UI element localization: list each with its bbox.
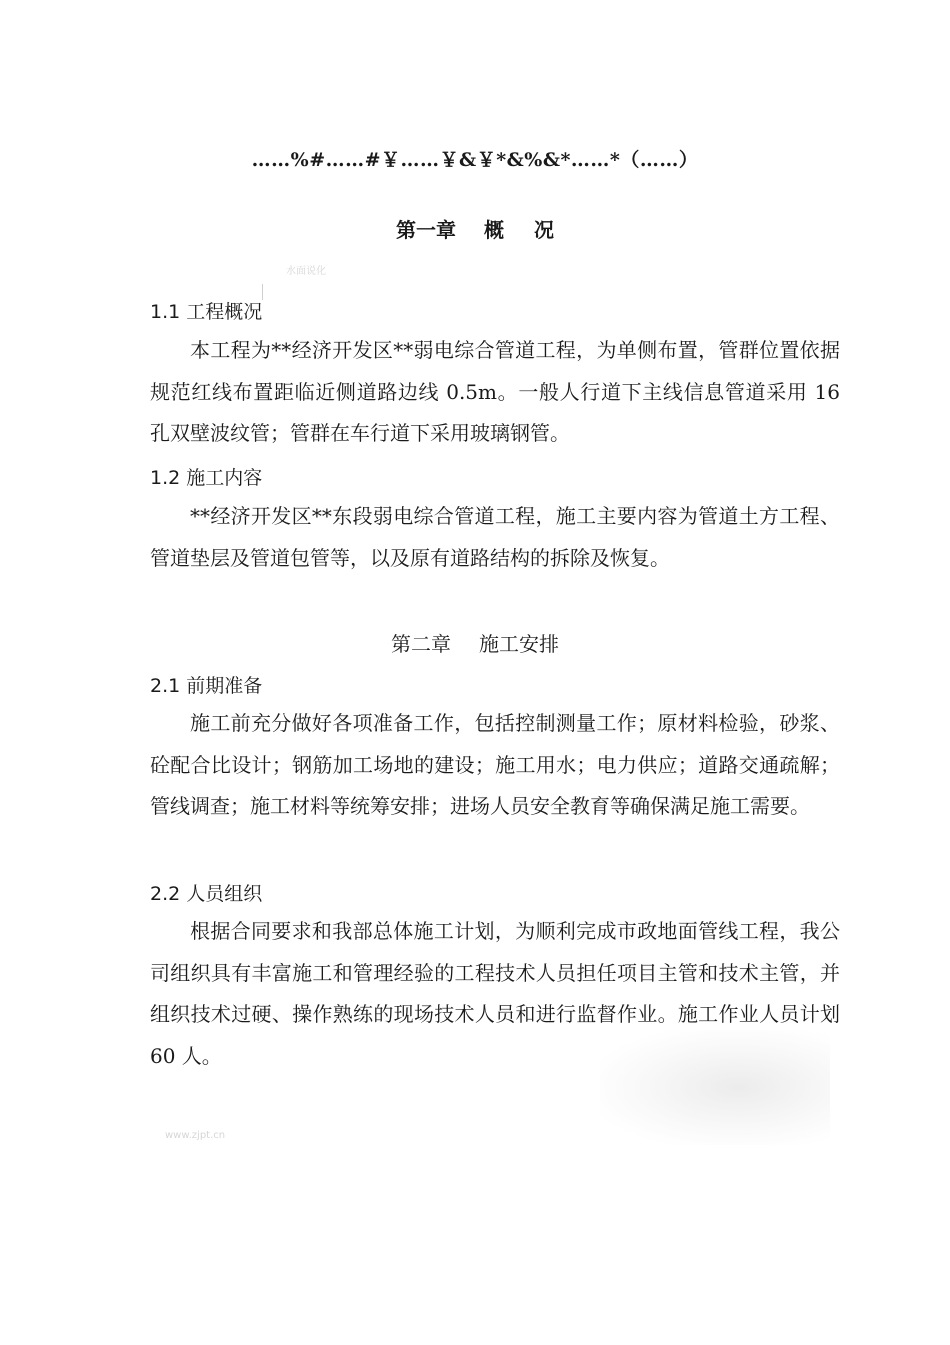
chapter-2-label: 第二章	[391, 632, 451, 656]
section-1-1-text: 本工程为**经济开发区**弱电综合管道工程，为单侧布置，管群位置依据规范红线布置距临近侧道路边线 0.5m。一般人行道下主线信息管道采用 16 孔双壁波纹管；管群在车行道下采用玻璃钢管。	[150, 338, 840, 445]
section-2-1-heading: 2.1 前期准备	[150, 675, 263, 697]
section-1-2-text: **经济开发区**东段弱电综合管道工程，施工主要内容为管道土方工程、管道垫层及管道包管等，以及原有道路结构的拆除及恢复。	[150, 504, 840, 570]
faint-watermark-top: 水面说化	[286, 266, 326, 277]
section-1-1-heading: 1.1 工程概况	[150, 301, 263, 323]
section-2-1-text: 施工前充分做好各项准备工作，包括控制测量工作；原材料检验，砂浆、砼配合比设计；钢筋加工场地的建设；施工用水；电力供应；道路交通疏解；管线调查；施工材料等统筹安排；进场人员安全教育等确保满足施工需要。	[150, 711, 840, 818]
chapter-1-heading	[0, 214, 950, 243]
scan-smudge	[600, 1030, 830, 1145]
chapter-2-heading	[0, 628, 950, 657]
document-title: ……%#……#￥……￥&￥*&%&*……*（……）	[251, 149, 699, 171]
chapter-2-title: 施工安排	[479, 632, 559, 656]
section-1-2-heading: 1.2 施工内容	[150, 467, 263, 489]
section-2-2-text: 根据合同要求和我部总体施工计划，为顺利完成市政地面管线工程，我公司组织具有丰富施工和管理经验的工程技术人员担任项目主管和技术主管，并组织技术过硬、操作熟练的现场技术人员和进行监督作业。施工作业人员计划 60 人。	[150, 919, 840, 1068]
section-2-2-heading: 2.2 人员组织	[150, 883, 263, 905]
chapter-1-word2: 况	[534, 218, 554, 242]
faint-watermark-bottom: www.zjpt.cn	[165, 1130, 226, 1141]
chapter-1-word1: 概	[484, 218, 504, 242]
chapter-1-label: 第一章	[396, 218, 456, 242]
